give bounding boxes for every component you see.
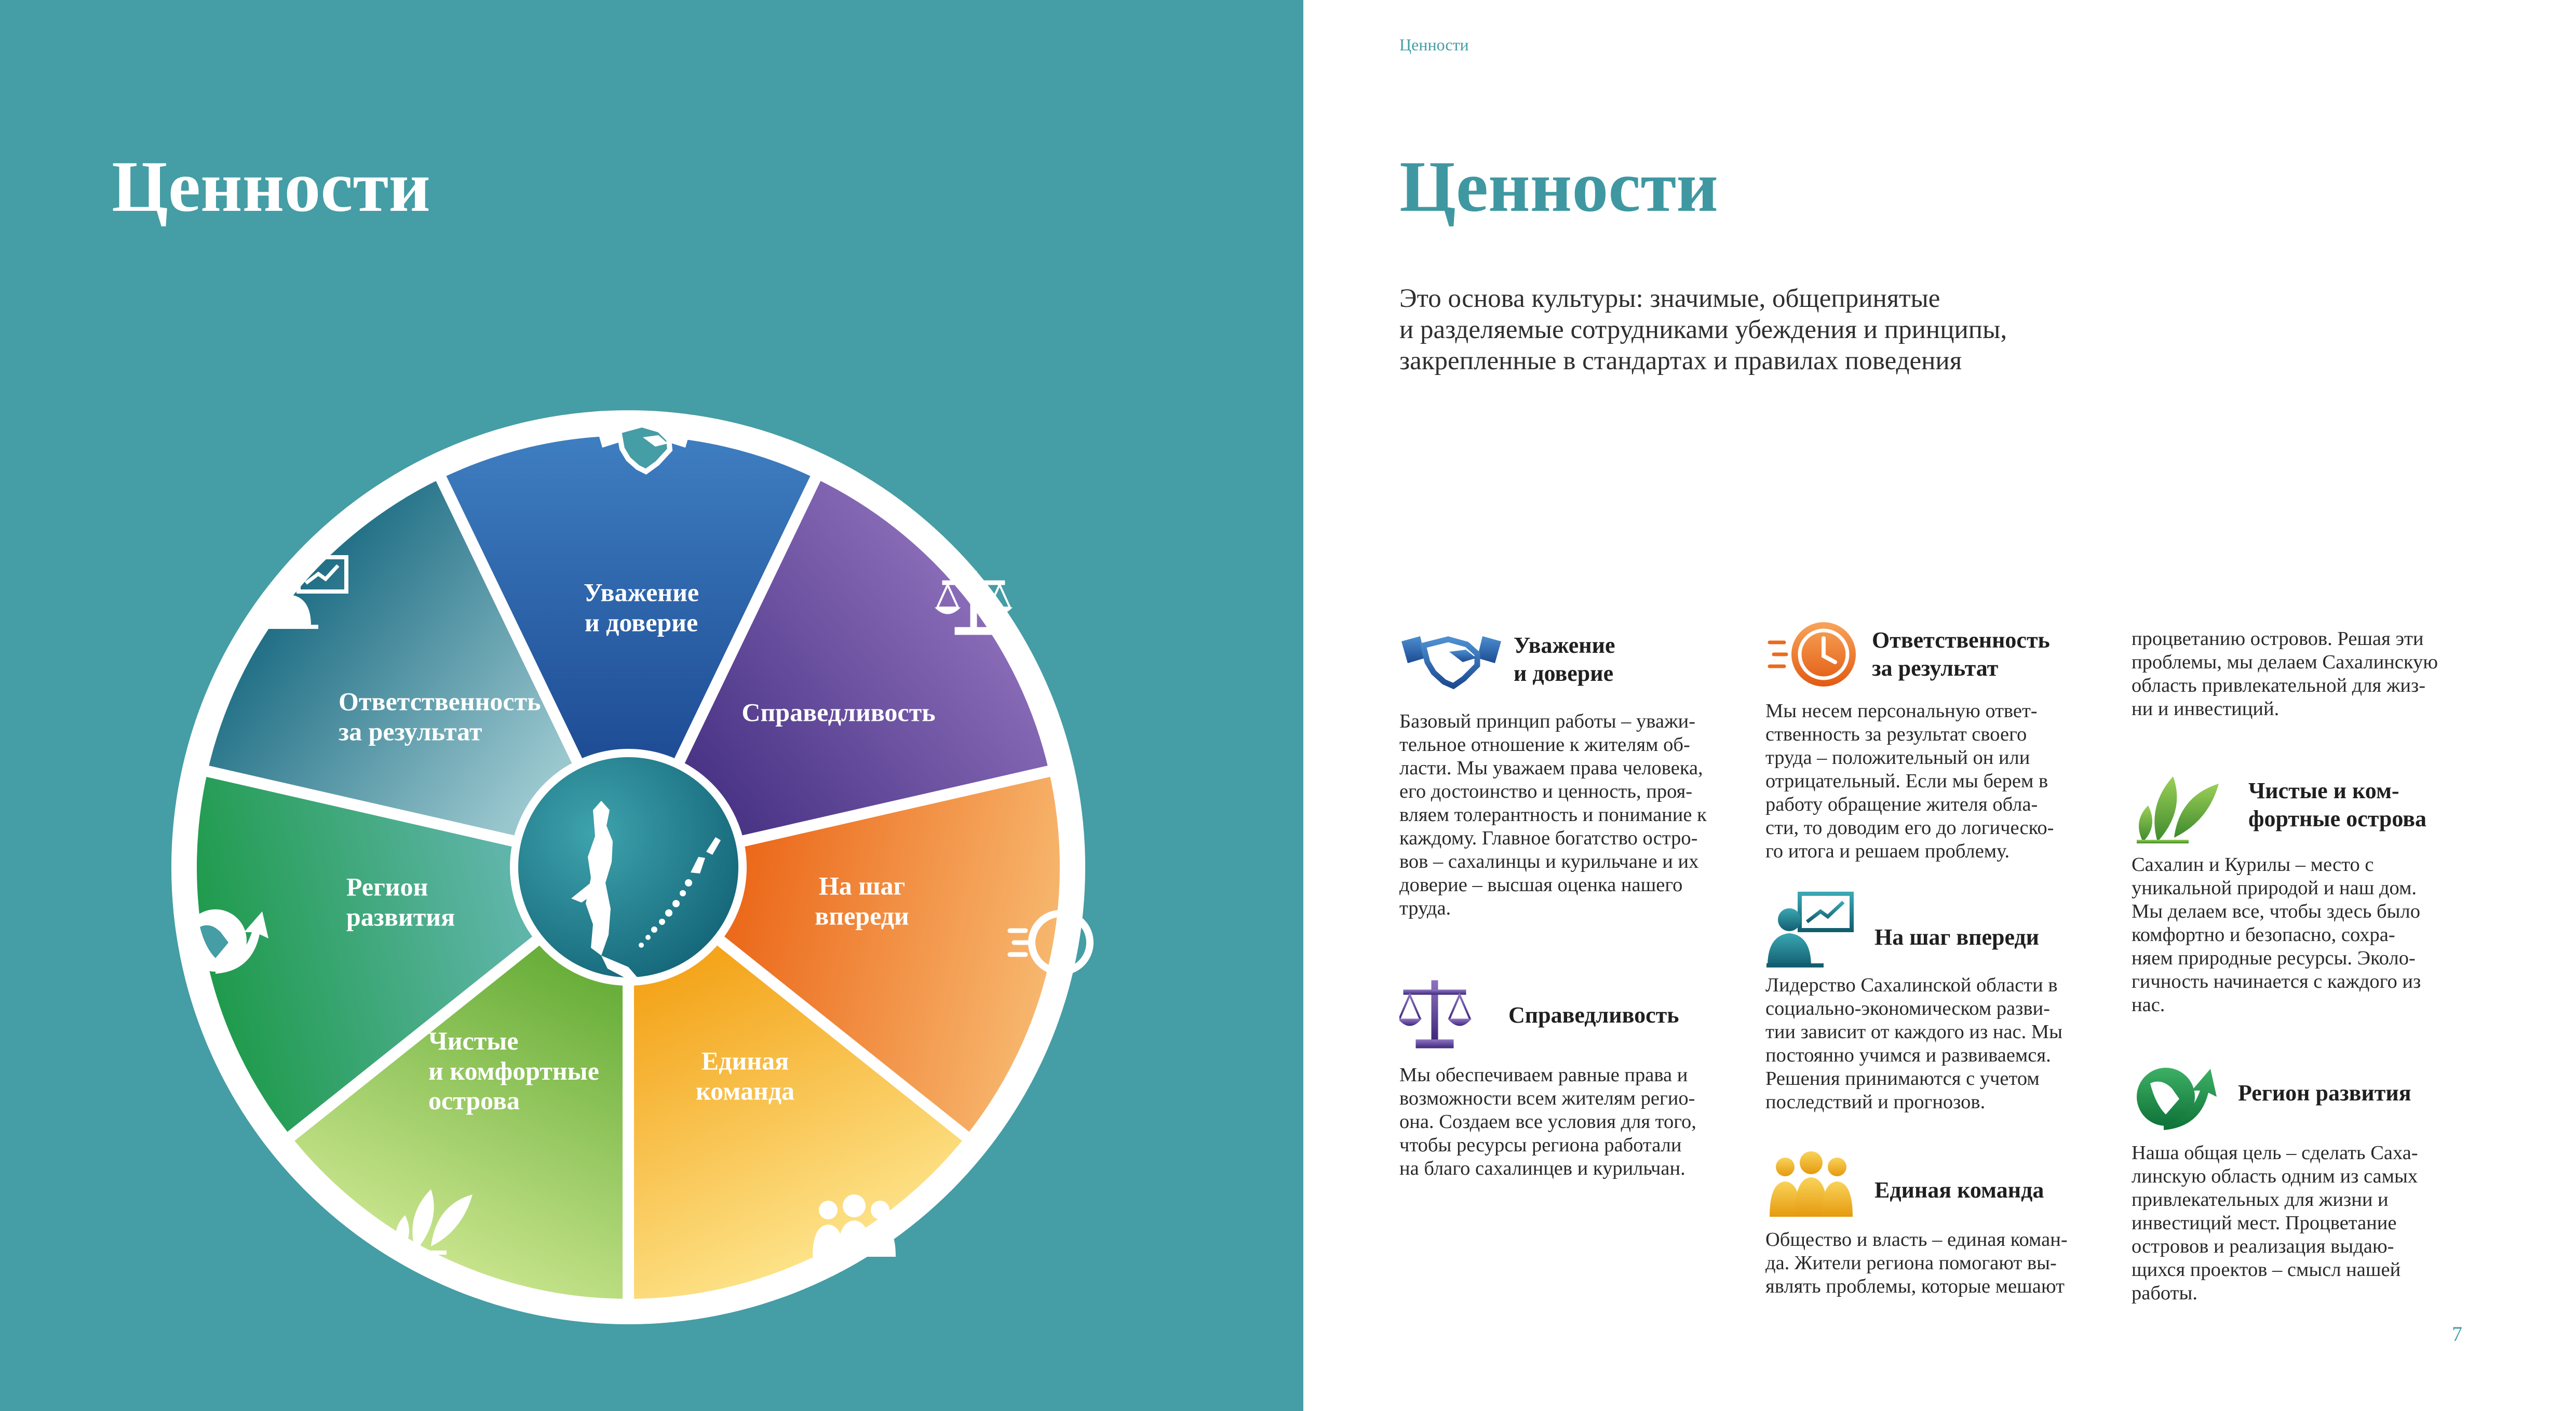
wheel-label-step-ahead: На шаг впереди [815,871,909,930]
team-icon [807,1189,901,1262]
leaves-icon [2132,766,2235,844]
scales-icon [932,566,1015,639]
handshake-icon [1399,621,1503,698]
content-page [1303,0,2576,1411]
value-card-team [1765,1145,2108,1298]
wheel-label-region: Регион развития [346,872,455,931]
value-card-title: Справедливость [1508,1002,1679,1028]
wheel-label-clean-islands: Чистые и комфортные острова [428,1026,599,1115]
intro-paragraph: Это основа культуры: значимые, общепринятые и разделяемые сотрудниками убеждения и принципы, закрепленные в стандартах и правилах поведения [1399,284,2007,375]
value-card-title: Уважение и доверие [1514,633,1615,686]
presenter-icon [1765,891,1869,969]
handshake-icon [592,405,696,488]
wheel-label-team: Единая команда [695,1046,795,1105]
value-card-clean-islands [2132,766,2474,1017]
value-card-body: Лидерство Сахалинской области в социально-экономическом разви- тии зависит от каждого из нас. Мы постоянно учимся и развиваемся. Решения принимаются с учетом последствий и прогнозов. [1765,974,2062,1113]
values-wheel-graphic [171,410,1085,1324]
value-card-title: Ответственность за результат [1872,627,2050,681]
value-card-body: Сахалин и Курилы – место с уникальной природой и наш дом. Мы делаем все, чтобы здесь было комфортно и безопасно, сохра- няем природные ресурсы. Эколо- гичность начинается с каждого из нас. [2132,854,2421,1016]
page-number: 7 [2452,1322,2462,1346]
value-card-body: Общество и власть – единая коман- да. Жители региона помогают вы- являть проблемы, которые мешают [1765,1229,2068,1297]
value-card-respect [1399,621,1742,920]
value-card-team-continued: процветанию островов. Решая эти проблемы, мы делаем Сахалинскую область привлекательной для жиз- ни и инвестиций. [2132,628,2438,720]
value-card-body: Мы обеспечиваем равные права и возможности всем жителям регио- она. Создаем все условия для того, чтобы ресурсы региона работали на благо сахалинцев и курильчан. [1399,1064,1696,1179]
value-card-body: Наша общая цель – сделать Саха- линскую область одним из самых привлекательных для жизни и инвестиций мест. Процветание островов и реализация выдаю- щихся проектов – смысл нашей работы. [2132,1142,2418,1304]
panel-title: Ценности [112,146,430,227]
value-card-title: Регион развития [2238,1080,2411,1106]
value-card-step-ahead [1765,891,2108,1114]
leaves-icon [384,1174,478,1262]
values-wheel [171,410,1085,1324]
running-header: Ценности [1399,35,1469,54]
clock-icon [1005,904,1098,982]
presenter-icon [262,553,350,631]
growth-arrow-icon [2132,1054,2235,1132]
value-card-title: Единая команда [1874,1177,2044,1203]
value-card-responsibility [1765,615,2108,863]
wheel-center-island [514,753,743,982]
scales-icon [1399,976,1503,1054]
page-title: Ценности [1399,146,1718,227]
wheel-label-respect: Уважение и доверие [583,577,699,637]
wheel-label-justice: Справедливость [741,697,936,727]
clock-icon [1765,615,1869,693]
value-card-body: Мы несем персональную ответ- ственность за результат своего труда – положительный он или отрицательный. Если мы берем в работу обращение жителя обла- сти, то доводим его до логическо- го итога и решаем проблему. [1765,700,2054,862]
value-card-region [2132,1054,2474,1305]
value-card-title: На шаг впереди [1874,924,2040,950]
value-card-justice [1399,976,1742,1180]
wheel-label-responsibility: Ответственность за результат [339,687,541,746]
team-icon [1765,1145,1869,1223]
value-card-title: Чистые и ком- фортные острова [2248,778,2426,831]
value-card-body: Базовый принцип работы – уважи- тельное отношение к жителям об- ласти. Мы уважаем права человека, его достоинство и ценность, проя- вляем толерантность и понимание к каждому. Главное богатство остро- вов – сахалинцы и курильчане и их доверие – высшая оценка нашего труда. [1399,710,1707,919]
growth-arrow-icon [179,896,273,979]
